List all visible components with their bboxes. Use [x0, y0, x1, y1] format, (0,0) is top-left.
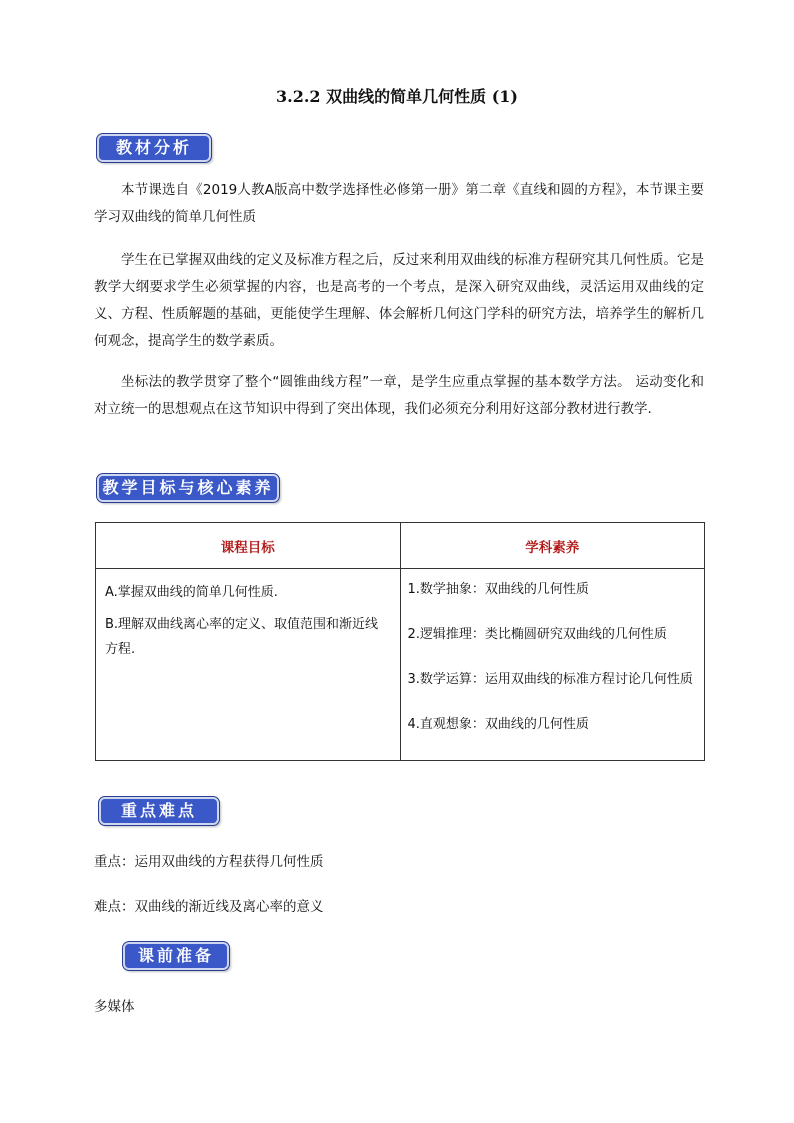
section-heading-goals: 教学目标与核心素养 [97, 474, 279, 502]
literacy-item-1: 1.数学抽象：双曲线的几何性质 [407, 582, 589, 597]
table-header-course-goals: 课程目标 [96, 523, 401, 569]
literacy-item-2: 2.逻辑推理：类比椭圆研究双曲线的几何性质 [407, 627, 667, 642]
analysis-paragraph-2: 学生在已掌握双曲线的定义及标准方程之后，反过来利用双曲线的标准方程研究其几何性质。它是教学大纲要求学生必须掌握的内容，也是高考的一个考点，是深入研究双曲线，灵活运用双曲线的定义、方程、性质解题的基础，更能使学生理解、体会解析几何这门学科的研究方法，培养学生的解析几何观念，提高学生的数学素质。 [94, 252, 704, 349]
goals-table [95, 522, 705, 761]
literacy-cell [400, 569, 705, 761]
table-header-literacy: 学科素养 [400, 523, 705, 569]
section-heading-analysis: 教材分析 [97, 134, 211, 162]
literacy-item-4: 4.直观想象：双曲线的几何性质 [407, 717, 589, 732]
preparation-content: 多媒体 [94, 999, 135, 1015]
course-goal-b: B.理解双曲线离心率的定义、取值范围和渐近线方程. [105, 617, 379, 657]
section-heading-key-points: 重点难点 [99, 797, 219, 825]
document-title: 3.2.2 双曲线的简单几何性质 (1) [276, 87, 518, 106]
course-goal-a: A.掌握双曲线的简单几何性质. [105, 585, 278, 600]
key-point-focus: 重点：运用双曲线的方程获得几何性质 [94, 854, 324, 870]
literacy-item-3: 3.数学运算：运用双曲线的标准方程讨论几何性质 [407, 672, 693, 687]
analysis-paragraph-3: 坐标法的教学贯穿了整个“圆锥曲线方程”一章，是学生应重点掌握的基本数学方法。 运动变化和对立统一的思想观点在这节知识中得到了突出体现，我们必须充分利用好这部分教材进行教学. [94, 374, 704, 417]
section-heading-preparation: 课前准备 [123, 942, 229, 970]
course-goals-cell [96, 569, 401, 761]
analysis-paragraph-1: 本节课选自《2019人教A版高中数学选择性必修第一册》第二章《直线和圆的方程》，本节课主要学习双曲线的简单几何性质 [94, 182, 704, 225]
key-point-difficulty: 难点：双曲线的渐近线及离心率的意义 [94, 899, 324, 915]
